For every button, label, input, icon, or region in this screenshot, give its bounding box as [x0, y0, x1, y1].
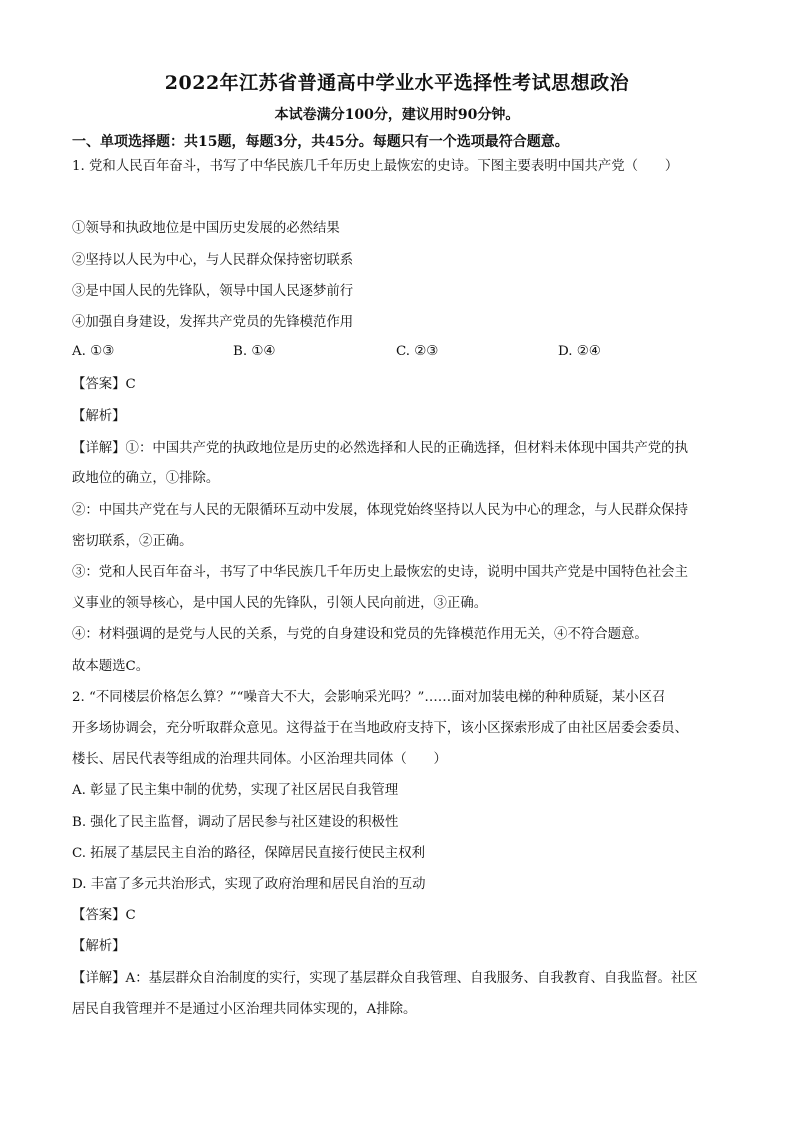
answer-label: 【答案】C: [72, 377, 136, 392]
exam-info: 本试卷满分100分，建议用时90分钟。: [274, 107, 520, 123]
question-1-stem: 1. 党和人民百年奋斗，书写了中华民族几千年历史上最恢宏的史诗。下图主要表明中国共产党（ ）: [72, 159, 679, 174]
question-2-option-c: C. 拓展了基层民主自治的路径，保障居民直接行使民主权利: [72, 846, 426, 861]
question-2-option-d: D. 丰富了多元共治形式，实现了政府治理和居民自治的互动: [72, 877, 426, 892]
detail-line: ④：材料强调的是党与人民的关系，与党的自身建设和党员的先锋模范作用无关，④不符合题意。: [72, 627, 648, 642]
option-c: C. ②③: [396, 344, 439, 359]
question-1-options: [72, 344, 732, 364]
answer-label: 【答案】C: [72, 908, 136, 923]
question-1-item: ③是中国人民的先锋队，领导中国人民逐梦前行: [72, 284, 354, 299]
detail-line: 居民自我管理并不是通过小区治理共同体实现的，A排除。: [72, 1002, 417, 1017]
detail-line: 【详解】①：中国共产党的执政地位是历史的必然选择和人民的正确选择，但材料未体现中国共产党的执: [72, 441, 688, 456]
question-2-stem: 2. “不同楼层价格怎么算？”“噪音大不大，会影响采光吗？”……面对加装电梯的种种质疑，某小区召: [72, 690, 666, 705]
question-2-option-b: B. 强化了民主监督，调动了居民参与社区建设的积极性: [72, 815, 399, 830]
question-2-stem: 楼长、居民代表等组成的治理共同体。小区治理共同体（ ）: [72, 752, 447, 767]
analysis-label: 【解析】: [72, 409, 126, 424]
question-1-item: ④加强自身建设，发挥共产党员的先锋模范作用: [72, 315, 354, 330]
detail-line: 义事业的领导核心，是中国人民的先锋队，引领人民向前进，③正确。: [72, 596, 488, 611]
page-title: 2022年江苏省普通高中学业水平选择性考试思想政治: [164, 72, 630, 94]
option-a: A. ①③: [72, 344, 115, 359]
option-d: D. ②④: [558, 344, 601, 359]
question-1-item: ②坚持以人民为中心，与人民群众保持密切联系: [72, 253, 354, 268]
analysis-label: 【解析】: [72, 939, 126, 954]
detail-line: 【详解】A：基层群众自治制度的实行，实现了基层群众自我管理、自我服务、自我教育、自我监督。社区: [72, 971, 698, 986]
option-b: B. ①④: [233, 344, 276, 359]
question-2-stem: 开多场协调会，充分听取群众意见。这得益于在当地政府支持下，该小区探索形成了由社区居委会委员、: [72, 721, 688, 736]
section-heading: 一、单项选择题：共15题，每题3分，共45分。每题只有一个选项最符合题意。: [72, 134, 569, 150]
detail-line: ②：中国共产党在与人民的无限循环互动中发展，体现党始终坚持以人民为中心的理念，与人民群众保持: [72, 503, 688, 518]
question-1-item: ①领导和执政地位是中国历史发展的必然结果: [72, 221, 340, 236]
detail-line: 故本题选C。: [72, 659, 150, 674]
question-2-option-a: A. 彰显了民主集中制的优势，实现了社区居民自我管理: [72, 783, 399, 798]
detail-line: 密切联系，②正确。: [72, 534, 193, 549]
detail-line: 政地位的确立，①排除。: [72, 471, 220, 486]
detail-line: ③：党和人民百年奋斗，书写了中华民族几千年历史上最恢宏的史诗，说明中国共产党是中国特色社会主: [72, 565, 688, 580]
